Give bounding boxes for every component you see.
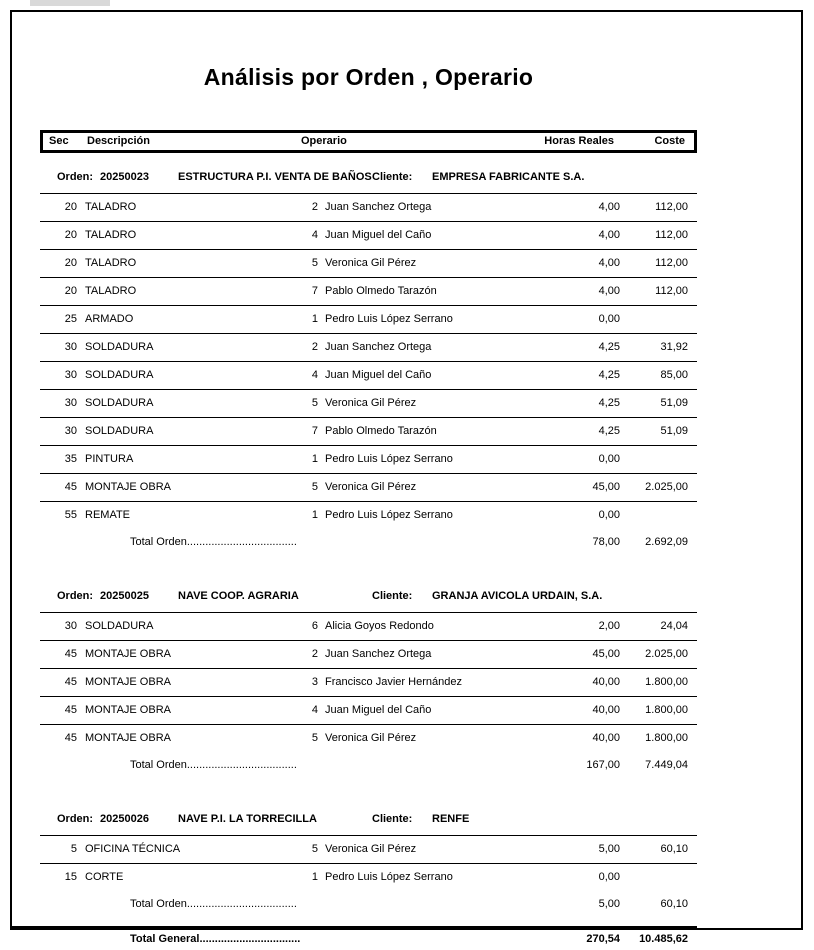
row-operario-name: Pedro Luis López Serrano (325, 313, 453, 325)
row-operario-num: 5 (311, 732, 318, 744)
row-operario-name: Veronica Gil Pérez (325, 732, 417, 744)
cliente-name: EMPRESA FABRICANTE S.A. (432, 171, 585, 183)
total-orden-coste: 60,10 (660, 898, 688, 910)
row-coste: 112,00 (655, 257, 688, 269)
row-descripcion: MONTAJE OBRA (85, 676, 171, 688)
scan-artifact (30, 0, 110, 6)
table-row (40, 612, 697, 640)
row-horas-reales: 4,25 (598, 425, 620, 437)
row-sec: 20 (64, 201, 77, 213)
table-row (40, 277, 697, 305)
row-operario-num: 4 (311, 704, 318, 716)
page-title: Análisis por Orden , Operario (203, 64, 534, 90)
orden-description: NAVE P.I. LA TORRECILLA (178, 813, 317, 825)
row-descripcion: TALADRO (85, 201, 137, 213)
row-operario-num: 2 (311, 201, 318, 213)
row-coste: 85,00 (660, 369, 688, 381)
row-sec: 30 (64, 397, 77, 409)
column-header-coste: Coste (654, 135, 685, 147)
row-horas-reales: 2,00 (598, 620, 620, 632)
total-orden-horas: 78,00 (592, 536, 620, 548)
row-descripcion: MONTAJE OBRA (85, 648, 171, 660)
row-sec: 5 (70, 843, 77, 855)
row-sec: 20 (64, 285, 77, 297)
table-row (40, 333, 697, 361)
row-descripcion: SOLDADURA (85, 620, 154, 632)
row-descripcion: MONTAJE OBRA (85, 732, 171, 744)
order-section (40, 584, 697, 779)
row-operario-name: Alicia Goyos Redondo (325, 620, 434, 632)
row-horas-reales: 45,00 (592, 648, 620, 660)
orden-label: Orden: (57, 590, 94, 602)
row-operario-name: Pablo Olmedo Tarazón (325, 425, 437, 437)
row-horas-reales: 4,00 (598, 257, 620, 269)
cliente-name: RENFE (432, 813, 470, 825)
row-coste: 112,00 (655, 285, 688, 297)
row-descripcion: ARMADO (85, 313, 134, 325)
total-orden-coste: 2.692,09 (645, 536, 688, 548)
orden-label: Orden: (57, 813, 94, 825)
table-row (40, 221, 697, 249)
row-horas-reales: 4,25 (598, 341, 620, 353)
row-horas-reales: 4,00 (598, 201, 620, 213)
row-descripcion: SOLDADURA (85, 397, 154, 409)
table-row (40, 193, 697, 221)
row-operario-name: Juan Sanchez Ortega (325, 201, 432, 213)
row-operario-name: Francisco Javier Hernández (325, 676, 462, 688)
order-section (40, 807, 697, 918)
order-header (40, 807, 697, 835)
table-row (40, 724, 697, 752)
row-operario-num: 1 (311, 871, 318, 883)
row-operario-name: Pedro Luis López Serrano (325, 509, 453, 521)
row-operario-name: Juan Miguel del Caño (325, 369, 432, 381)
total-orden-horas: 5,00 (598, 898, 620, 910)
row-operario-num: 5 (311, 257, 318, 269)
row-operario-num: 5 (311, 481, 318, 493)
row-operario-num: 1 (311, 313, 318, 325)
row-sec: 55 (64, 509, 77, 521)
row-horas-reales: 4,25 (598, 397, 620, 409)
row-operario-name: Juan Sanchez Ortega (325, 648, 432, 660)
cliente-label: Cliente: (372, 813, 413, 825)
row-coste: 1.800,00 (645, 676, 688, 688)
table-row (40, 305, 697, 333)
row-descripcion: PINTURA (85, 453, 134, 465)
row-operario-num: 4 (311, 229, 318, 241)
row-operario-num: 1 (311, 509, 318, 521)
row-descripcion: CORTE (85, 871, 124, 883)
total-orden-label: Total Orden.................................... (130, 536, 297, 548)
total-general-section (40, 926, 697, 950)
cliente-name: GRANJA AVICOLA URDAIN, S.A. (432, 590, 603, 602)
table-row (40, 445, 697, 473)
row-operario-num: 2 (311, 341, 318, 353)
row-operario-name: Veronica Gil Pérez (325, 481, 417, 493)
table-row (40, 389, 697, 417)
row-operario-name: Juan Sanchez Ortega (325, 341, 432, 353)
row-coste: 31,92 (660, 341, 688, 353)
table-row (40, 835, 697, 863)
row-horas-reales: 4,00 (598, 285, 620, 297)
row-horas-reales: 0,00 (598, 313, 620, 325)
cliente-label: Cliente: (372, 171, 413, 183)
column-header-descripcion: Descripción (87, 135, 150, 147)
row-coste: 112,00 (655, 201, 688, 213)
row-descripcion: SOLDADURA (85, 341, 154, 353)
row-coste: 51,09 (660, 397, 688, 409)
row-operario-num: 1 (311, 453, 318, 465)
row-coste: 1.800,00 (645, 704, 688, 716)
row-sec: 45 (64, 732, 77, 744)
row-operario-num: 3 (311, 676, 318, 688)
row-operario-num: 4 (311, 369, 318, 381)
row-operario-name: Pablo Olmedo Tarazón (325, 285, 437, 297)
row-sec: 30 (64, 620, 77, 632)
total-orden-coste: 7.449,04 (645, 759, 688, 771)
order-header (40, 165, 697, 193)
row-operario-name: Veronica Gil Pérez (325, 257, 417, 269)
row-sec: 30 (64, 369, 77, 381)
table-row (40, 696, 697, 724)
table-row (40, 640, 697, 668)
table-row (40, 863, 697, 891)
row-horas-reales: 4,25 (598, 369, 620, 381)
order-section (40, 165, 697, 556)
row-operario-name: Juan Miguel del Caño (325, 229, 432, 241)
row-descripcion: MONTAJE OBRA (85, 481, 171, 493)
table-row (40, 668, 697, 696)
total-general-horas: 270,54 (586, 933, 620, 945)
total-general-label: Total General................................. (130, 933, 301, 945)
table-row (40, 501, 697, 529)
row-coste: 51,09 (660, 425, 688, 437)
row-horas-reales: 0,00 (598, 871, 620, 883)
row-descripcion: TALADRO (85, 229, 137, 241)
row-coste: 60,10 (660, 843, 688, 855)
order-header (40, 584, 697, 612)
row-horas-reales: 4,00 (598, 229, 620, 241)
orden-label: Orden: (57, 171, 94, 183)
row-operario-num: 5 (311, 397, 318, 409)
row-sec: 30 (64, 425, 77, 437)
row-horas-reales: 40,00 (592, 676, 620, 688)
row-operario-name: Pedro Luis López Serrano (325, 453, 453, 465)
row-horas-reales: 45,00 (592, 481, 620, 493)
row-descripcion: OFICINA TÉCNICA (85, 843, 181, 855)
table-row (40, 249, 697, 277)
orden-number: 20250026 (100, 813, 149, 825)
order-total-row (40, 752, 697, 779)
total-general-row (40, 930, 697, 950)
table-row (40, 473, 697, 501)
cliente-label: Cliente: (372, 590, 413, 602)
row-sec: 20 (64, 257, 77, 269)
table-row (40, 361, 697, 389)
orden-description: ESTRUCTURA P.I. VENTA DE BAÑOS (178, 171, 372, 183)
order-total-row (40, 529, 697, 556)
row-horas-reales: 0,00 (598, 509, 620, 521)
row-horas-reales: 5,00 (598, 843, 620, 855)
row-operario-num: 2 (311, 648, 318, 660)
row-sec: 15 (64, 871, 77, 883)
total-orden-label: Total Orden.................................... (130, 898, 297, 910)
row-descripcion: MONTAJE OBRA (85, 704, 171, 716)
row-operario-num: 6 (311, 620, 318, 632)
table-column-header (40, 130, 697, 153)
order-total-row (40, 891, 697, 918)
row-operario-name: Pedro Luis López Serrano (325, 871, 453, 883)
row-operario-num: 7 (311, 285, 318, 297)
row-horas-reales: 0,00 (598, 453, 620, 465)
total-general-coste: 10.485,62 (639, 933, 688, 945)
row-descripcion: SOLDADURA (85, 425, 154, 437)
row-descripcion: REMATE (85, 509, 131, 521)
row-operario-name: Juan Miguel del Caño (325, 704, 432, 716)
orders-container (40, 153, 697, 950)
row-descripcion: TALADRO (85, 285, 137, 297)
row-operario-num: 7 (311, 425, 318, 437)
row-coste: 2.025,00 (645, 481, 688, 493)
row-sec: 20 (64, 229, 77, 241)
column-header-sec: Sec (49, 135, 69, 147)
row-operario-num: 5 (311, 843, 318, 855)
orden-description: NAVE COOP. AGRARIA (178, 590, 299, 602)
orden-number: 20250023 (100, 171, 149, 183)
row-sec: 45 (64, 648, 77, 660)
row-sec: 35 (64, 453, 77, 465)
row-operario-name: Veronica Gil Pérez (325, 843, 417, 855)
row-sec: 30 (64, 341, 77, 353)
row-operario-name: Veronica Gil Pérez (325, 397, 417, 409)
row-descripcion: TALADRO (85, 257, 137, 269)
row-coste: 24,04 (660, 620, 688, 632)
column-header-horas-reales: Horas Reales (544, 135, 614, 147)
row-coste: 1.800,00 (645, 732, 688, 744)
row-coste: 2.025,00 (645, 648, 688, 660)
row-horas-reales: 40,00 (592, 704, 620, 716)
total-orden-label: Total Orden.................................... (130, 759, 297, 771)
row-sec: 45 (64, 704, 77, 716)
table-row (40, 417, 697, 445)
row-horas-reales: 40,00 (592, 732, 620, 744)
row-sec: 25 (64, 313, 77, 325)
row-coste: 112,00 (655, 229, 688, 241)
row-sec: 45 (64, 481, 77, 493)
row-descripcion: SOLDADURA (85, 369, 154, 381)
column-header-operario: Operario (301, 135, 347, 147)
row-sec: 45 (64, 676, 77, 688)
orden-number: 20250025 (100, 590, 149, 602)
total-orden-horas: 167,00 (586, 759, 620, 771)
